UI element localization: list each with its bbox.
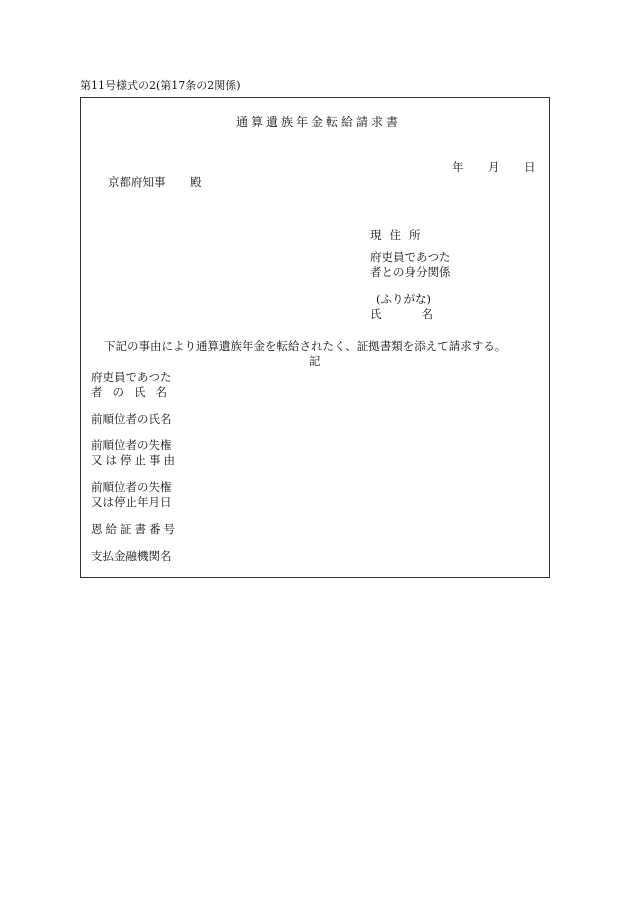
item-certificate-number: 恩給証書番号 — [91, 522, 178, 536]
relation-label-line-1: 府吏員であつた — [370, 250, 451, 264]
item-loss-date-line-2: 又は停止年月日 — [91, 495, 172, 509]
form-number-label: 第11号様式の2(第17条の2関係) — [80, 79, 241, 92]
address-label: 現住所 — [370, 228, 429, 242]
item-loss-reason-line-2: 又は停止事由 — [91, 453, 178, 467]
name-label: 氏名 — [370, 307, 473, 321]
item-loss-reason-line-1: 前順位者の失権 — [91, 438, 172, 452]
item-prior-name: 前順位者の氏名 — [91, 412, 172, 426]
honorific: 殿 — [190, 175, 202, 189]
relation-label-line-2: 者との身分関係 — [370, 265, 451, 279]
furigana-label: (ふりがな) — [376, 292, 431, 306]
date-month-label: 月 — [488, 160, 500, 174]
item-deceased-line-2: 者の氏名 — [91, 385, 177, 399]
addressee: 京都府知事 — [108, 175, 166, 189]
date-year-label: 年 — [452, 160, 464, 174]
item-loss-date-line-1: 前順位者の失権 — [91, 480, 172, 494]
document-title: 通算遺族年金転給請求書 — [236, 115, 402, 129]
request-statement: 下記の事由により通算遺族年金を転給されたく、証拠書類を添えて請求する。 — [104, 339, 507, 353]
item-deceased-line-1: 府吏員であつた — [91, 370, 172, 384]
item-bank-name: 支払金融機関名 — [91, 549, 172, 563]
ki-heading: 記 — [309, 354, 321, 368]
date-day-label: 日 — [524, 160, 536, 174]
